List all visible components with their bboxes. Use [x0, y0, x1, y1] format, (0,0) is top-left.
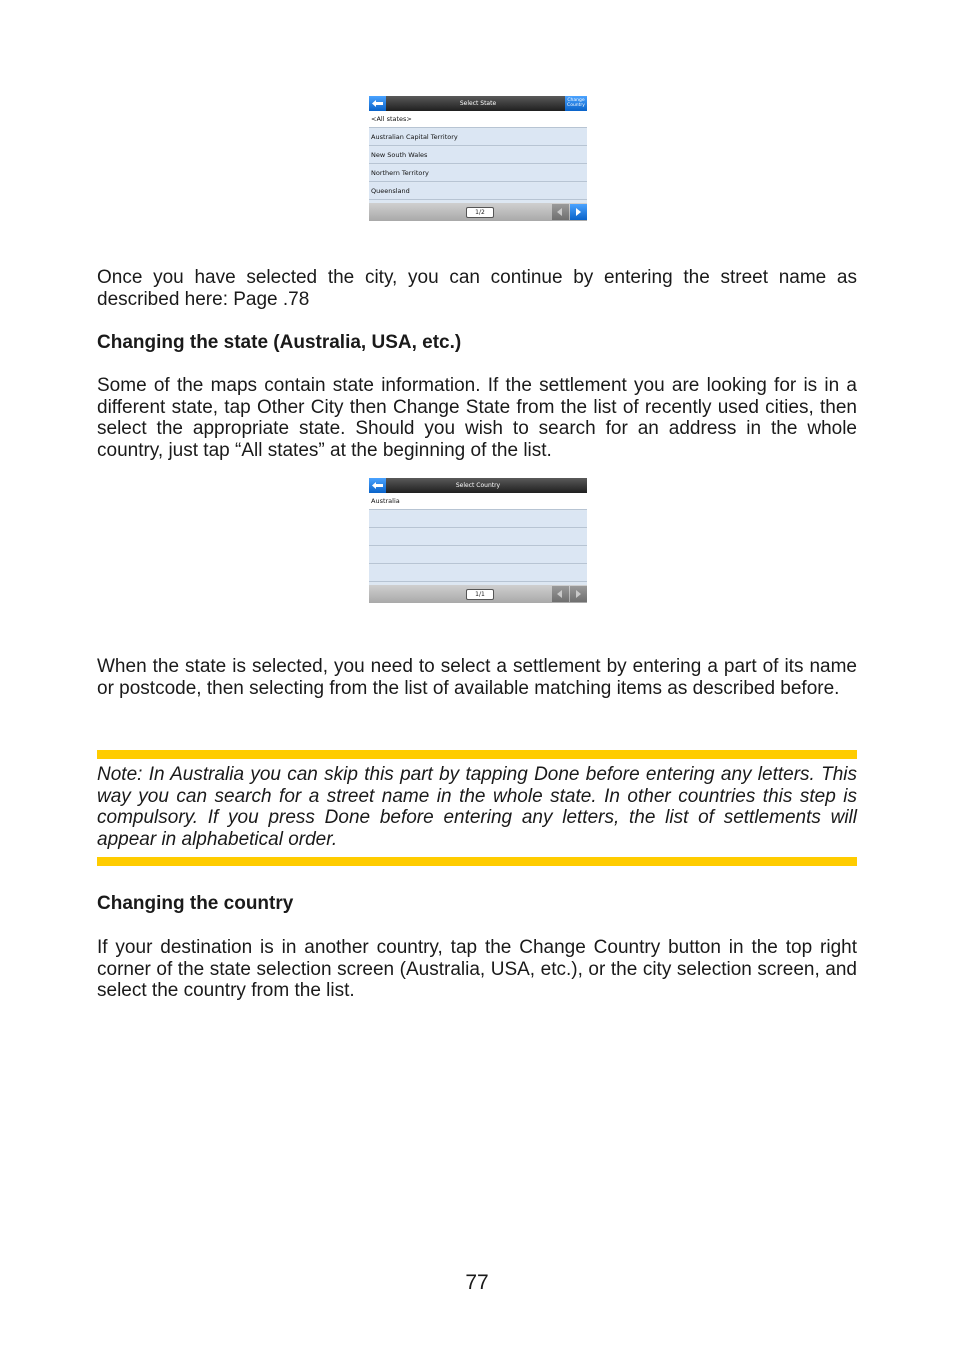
heading-changing-state: Changing the state (Australia, USA, etc.): [97, 332, 462, 353]
next-page-button[interactable]: [570, 204, 587, 220]
list-item[interactable]: Australian Capital Territory: [369, 129, 587, 146]
change-country-button[interactable]: Change Country: [565, 96, 587, 111]
back-button[interactable]: [369, 478, 386, 493]
next-page-button[interactable]: [570, 586, 587, 602]
back-arrow-icon: [372, 99, 383, 108]
screen-title: Select State: [369, 96, 587, 111]
list-item[interactable]: [369, 547, 587, 564]
list-item[interactable]: Northern Territory: [369, 165, 587, 182]
note-divider-top: [97, 750, 857, 759]
chevron-left-icon: [557, 590, 563, 598]
page-indicator: 1/1: [466, 589, 494, 600]
page-number: 77: [465, 1271, 489, 1294]
heading-changing-country: Changing the country: [97, 893, 294, 914]
select-state-screenshot: [369, 96, 587, 221]
paragraph-select-settlement: When the state is selected, you need to select a settlement by entering a part of its name or postcode, then selecting from the list of available matching items as described before.: [97, 656, 857, 699]
list-item[interactable]: [369, 565, 587, 582]
list-item[interactable]: [369, 511, 587, 528]
previous-page-button[interactable]: [552, 204, 569, 220]
chevron-right-icon: [575, 590, 581, 598]
paragraph-state-info: Some of the maps contain state information. If the settlement you are looking for is in a different state, tap Other City then Change State from the list of recently used cities, then select the appropriate state. Should you wish to search for an address in the whole country, just tap “All states” at the beginning of the list.: [97, 375, 857, 461]
note-text: Note: In Australia you can skip this part by tapping Done before entering any letters. This way you can search for a street name in the whole state. In other countries this step is compulsory. If you press Done before entering any letters, the list of settlements will appear in alphabetical order.: [97, 764, 857, 850]
list-item[interactable]: New South Wales: [369, 147, 587, 164]
paragraph-continue-street: Once you have selected the city, you can continue by entering the street name as described here: Page .78: [97, 267, 857, 310]
list-item[interactable]: Queensland: [369, 183, 587, 200]
page-indicator: 1/2: [466, 207, 494, 218]
select-country-screenshot: [369, 478, 587, 603]
list-footer: [369, 203, 587, 221]
screen-title: Select Country: [369, 478, 587, 493]
list-item[interactable]: Australia: [369, 493, 587, 510]
paragraph-change-country: If your destination is in another country, tap the Change Country button in the top right corner of the state selection screen (Australia, USA, etc.), or the city selection screen, and select the country from the list.: [97, 937, 857, 1002]
list-item[interactable]: <All states>: [369, 111, 587, 128]
chevron-left-icon: [557, 208, 563, 216]
list-footer: [369, 585, 587, 603]
note-divider-bottom: [97, 857, 857, 866]
back-button[interactable]: [369, 96, 386, 111]
chevron-right-icon: [575, 208, 581, 216]
back-arrow-icon: [372, 481, 383, 490]
list-item[interactable]: [369, 529, 587, 546]
previous-page-button[interactable]: [552, 586, 569, 602]
